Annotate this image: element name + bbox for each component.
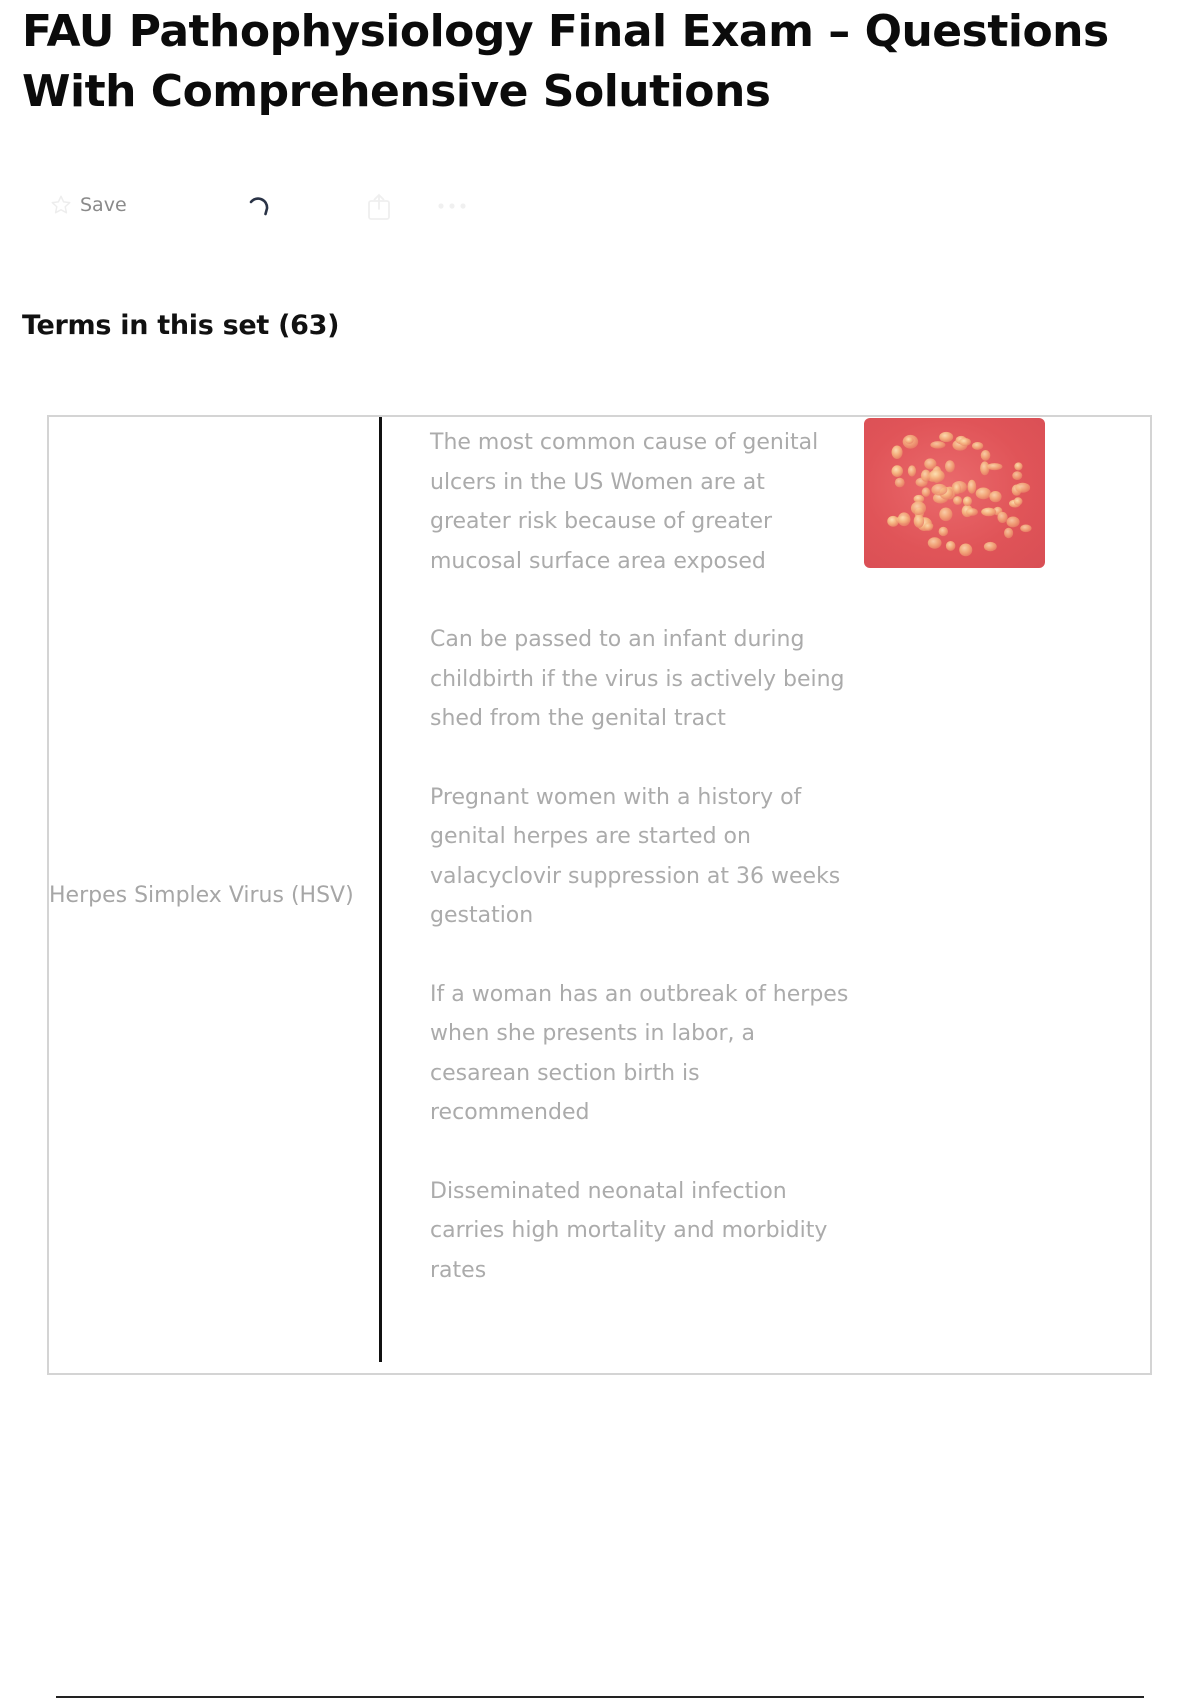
vesicle xyxy=(963,496,972,506)
vesicle xyxy=(924,523,933,531)
vesicle xyxy=(939,432,953,442)
vesicle xyxy=(892,446,903,459)
vesicle xyxy=(924,458,936,469)
action-toolbar xyxy=(50,188,570,228)
vesicle xyxy=(908,465,916,476)
term-definition-divider xyxy=(379,417,382,1362)
term-text: Herpes Simplex Virus (HSV) xyxy=(49,882,354,908)
bottom-divider xyxy=(56,1696,1144,1698)
vesicle xyxy=(939,527,948,536)
vesicle xyxy=(946,541,956,551)
vesicle xyxy=(984,542,997,551)
share-icon[interactable] xyxy=(365,192,393,222)
vesicle xyxy=(981,508,996,517)
vesicle xyxy=(1015,483,1030,493)
vesicle xyxy=(945,460,955,472)
vesicle xyxy=(959,543,972,556)
vesicle xyxy=(1004,528,1013,538)
vesicle xyxy=(981,450,991,461)
vesicle xyxy=(972,442,983,450)
vesicle xyxy=(898,512,911,526)
star-icon xyxy=(50,194,72,216)
definition-paragraph: Pregnant women with a history of genital herpes are started on valacyclovir suppression at 36 weeks gestation xyxy=(430,784,841,928)
vesicle xyxy=(914,514,924,527)
vesicle xyxy=(939,507,952,521)
herpes-lesion-image[interactable] xyxy=(864,418,1045,568)
page-title: FAU Pathophysiology Final Exam – Questions With Comprehensive Solutions xyxy=(22,6,1109,117)
vesicle xyxy=(989,491,1001,502)
definition-side xyxy=(430,423,850,1290)
terms-count-heading: Terms in this set (63) xyxy=(22,310,340,341)
vesicle xyxy=(1014,497,1023,505)
save-button[interactable] xyxy=(50,194,127,216)
vesicle xyxy=(959,438,971,446)
vesicle xyxy=(997,512,1007,523)
vesicle xyxy=(929,470,945,483)
loading-spinner-icon xyxy=(242,192,274,224)
vesicle xyxy=(968,480,977,494)
vesicle xyxy=(895,478,905,488)
definition-paragraph: The most common cause of genital ulcers in the US Women are at greater risk because of greater mucosal surface area exposed xyxy=(430,430,819,574)
vesicle xyxy=(922,487,931,496)
more-options-icon[interactable] xyxy=(434,198,470,214)
vesicle xyxy=(953,483,961,494)
vesicle xyxy=(1012,471,1022,480)
vesicle xyxy=(1014,462,1022,470)
vesicle xyxy=(976,487,991,499)
vesicle xyxy=(930,441,945,449)
vesicle xyxy=(905,437,914,444)
term-card[interactable] xyxy=(47,415,1152,1375)
definition-paragraph: Disseminated neonatal infection carries high mortality and morbidity rates xyxy=(430,1178,828,1283)
vesicle xyxy=(1020,525,1031,533)
vesicle xyxy=(931,484,947,496)
vesicle xyxy=(966,508,978,516)
vesicle xyxy=(953,496,962,505)
vesicle xyxy=(911,501,926,515)
vesicle xyxy=(892,465,903,477)
save-label: Save xyxy=(80,194,127,216)
vesicle xyxy=(1006,517,1019,528)
definition-paragraph: Can be passed to an infant during childbirth if the virus is actively being shed from the genital tract xyxy=(430,627,845,731)
term-side xyxy=(49,417,379,1373)
vesicle xyxy=(928,537,942,548)
vesicle xyxy=(987,463,1003,470)
definition-paragraph: If a woman has an outbreak of herpes when she presents in labor, a cesarean section birth is recommended xyxy=(430,981,849,1125)
